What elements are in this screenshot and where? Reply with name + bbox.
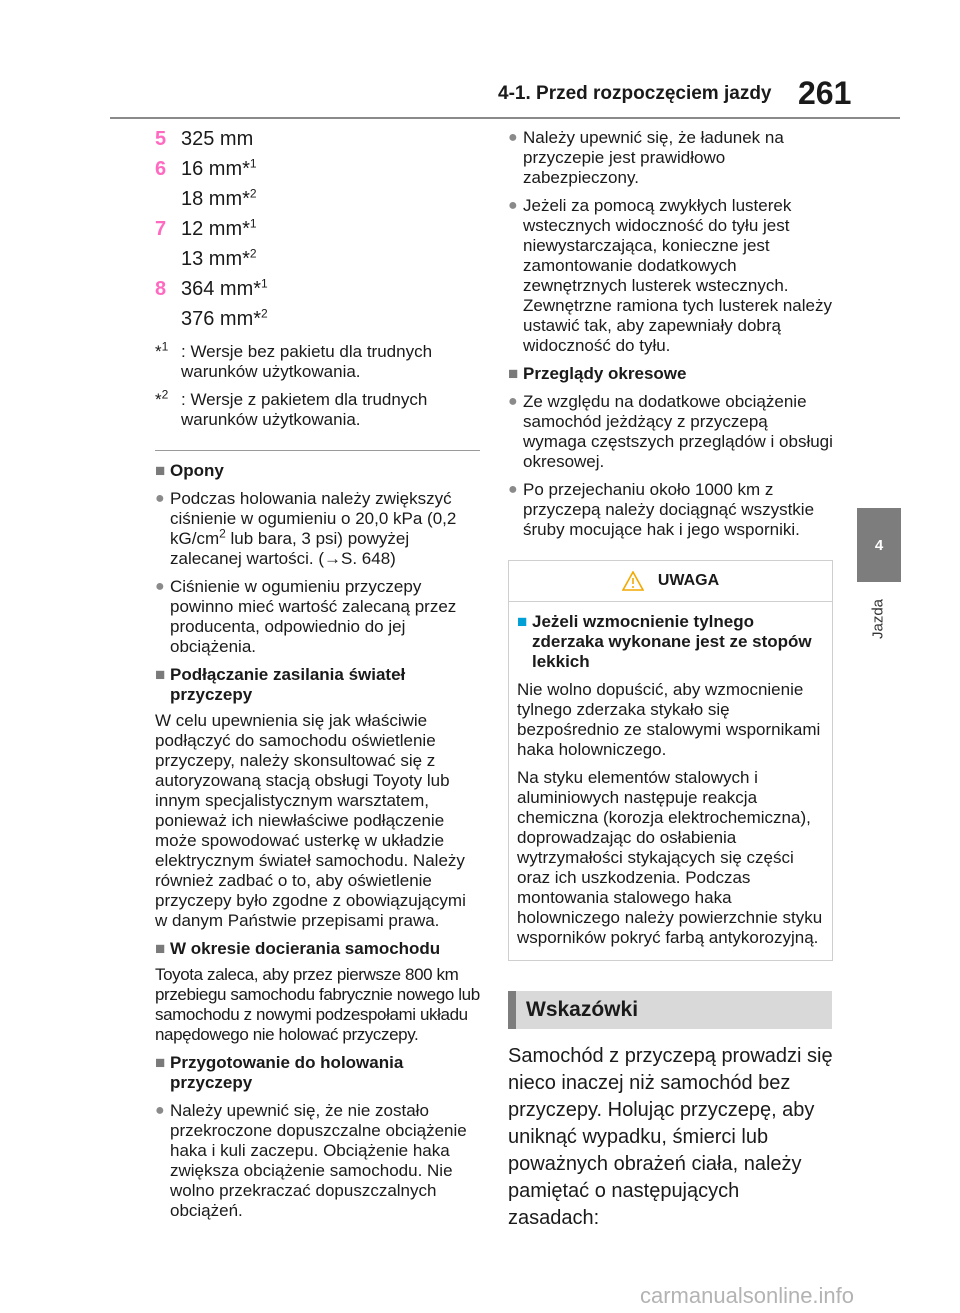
section-divider bbox=[155, 450, 480, 451]
measurement-value: 12 mm* bbox=[181, 218, 250, 240]
measurement-number: 8 bbox=[155, 278, 167, 300]
circle-bullet-icon: ● bbox=[508, 393, 518, 410]
circle-bullet-icon: ● bbox=[155, 490, 165, 507]
measurement-value: 16 mm* bbox=[181, 158, 250, 180]
hints-title: Wskazówki bbox=[526, 998, 639, 1021]
square-bullet-icon: ■ bbox=[508, 364, 519, 383]
bullet-item: ● Po przejechaniu około 1000 km z przyczepą należy dociągnąć wszystkie śruby mocujące hak i jego wsporniki. bbox=[508, 480, 815, 539]
footnote-ref: 1 bbox=[249, 216, 257, 231]
heading-preparation: ■ Przygotowanie do holowania przyczepy bbox=[155, 1053, 404, 1092]
watermark: carmanualsonline.info bbox=[640, 1283, 855, 1308]
footnote-1: *$^1$ : Wersje bez pakietu dla trudnych warunków użytkowania. bbox=[155, 339, 433, 381]
chapter-tab-label: Jazda bbox=[869, 598, 887, 640]
bullet-item: ● Należy upewnić się, że nie zostało przekroczone dopuszczalne obciążenie haka i kuli zaczepu. Obciążenie haka zwiększa obciążenie samochodu. Nie wolno przekraczać dopuszczalnych obciążeń. bbox=[155, 1101, 467, 1220]
arrow-right-icon: → bbox=[324, 549, 342, 568]
measurement-7-alt: 13 mm*$^2$ bbox=[181, 246, 257, 270]
measurement-number: 6 bbox=[155, 158, 167, 180]
heading-lights: ■ Podłączanie zasilania świateł przyczepy bbox=[155, 665, 406, 704]
warning-heading: ■ Jeżeli wzmocnienie tylnego zderzaka wykonane jest ze stopów lekkich bbox=[517, 612, 812, 671]
bullet-item: ● Podczas holowania należy zwiększyć ciśnienie w ogumieniu o 20,0 kPa (0,2 $kG/cm^2$ lub bara, 3 psi) powyżej zalecanej wartości. (→S. 648) bbox=[155, 489, 457, 568]
footnote-ref: 1 bbox=[261, 276, 268, 291]
left-column bbox=[155, 124, 480, 1221]
square-bullet-icon: ■ bbox=[155, 665, 166, 684]
footnote-ref: 1 bbox=[249, 156, 257, 171]
hints-bar bbox=[508, 991, 516, 1029]
bullet-item: ● Należy upewnić się, że ładunek na przyczepie jest prawidłowo zabezpieczony. bbox=[508, 128, 784, 187]
bullet-item: ● Ze względu na dodatkowe obciążenie samochód jeżdżący z przyczepą wymaga częstszych przeglądów i obsługi okresowej. bbox=[508, 392, 833, 471]
measurement-6-alt: 18 mm*$^2$ bbox=[181, 186, 257, 210]
warning-triangle-icon bbox=[622, 571, 644, 591]
footnote-2: *$^2$ : Wersje z pakietem dla trudnych warunków użytkowania. bbox=[155, 387, 428, 429]
warning-header bbox=[509, 561, 832, 602]
right-column bbox=[508, 124, 833, 1232]
square-bullet-icon: ■ bbox=[155, 1053, 166, 1072]
square-bullet-icon: ■ bbox=[155, 939, 166, 958]
warning-title: UWAGA bbox=[657, 572, 720, 589]
heading-break-in: ■ W okresie docierania samochodu bbox=[155, 939, 441, 958]
page-number: 261 bbox=[798, 75, 852, 111]
paragraph: Toyota zaleca, aby przez pierwsze 800 km przebiegu samochodu fabrycznie nowego lub samochodu z nowymi podzespołami układu napędowego nie holować przyczepy. bbox=[155, 965, 480, 1044]
chapter-tab-number: 4 bbox=[857, 508, 901, 582]
measurement-value: 325 mm bbox=[181, 128, 254, 150]
bullet-item: ● Jeżeli za pomocą zwykłych lusterek wstecznych widoczność do tyłu jest niewystarczająca, konieczne jest zamontowanie dodatkowych zewnętrznych lusterek wstecznych. Zewnętrzne ramiona tych lusterek należy ustawić tak, aby zapewniały dobrą widoczność do tyłu. bbox=[508, 196, 832, 355]
circle-bullet-icon: ● bbox=[155, 1102, 165, 1119]
square-bullet-icon: ■ bbox=[517, 612, 528, 631]
paragraph: W celu upewnienia się jak właściwie podłączyć do samochodu oświetlenie przyczepy, należy skonsultować się z autoryzowaną stacją obsługi Toyoty lub innym specjalistycznym warsztatem, ponieważ ich niewłaściwe podłączenie może spowodować usterkę w układzie elektrycznym świateł samochodu. Należy również zadbać o to, aby oświetlenie przyczepy było zgodne z obowiązującymi w danym Państwie przepisami prawa. bbox=[155, 711, 466, 930]
circle-bullet-icon: ● bbox=[508, 129, 518, 146]
measurement-5 bbox=[155, 124, 480, 154]
measurement-7 bbox=[155, 214, 480, 244]
measurement-number: 5 bbox=[155, 128, 167, 150]
hints-banner bbox=[508, 991, 832, 1029]
measurement-number: 7 bbox=[155, 218, 167, 240]
circle-bullet-icon: ● bbox=[508, 197, 518, 214]
warning-paragraph: Na styku elementów stalowych i aluminiowych następuje reakcja chemiczna (korozja elektrochemiczna), doprowadzając do osłabienia wytrzymałości stykających się części oraz ich uszkodzenia. Podczas montowania stalowego haka holowniczego należy powierzchnie styku wsporników pokryć farbą antykorozyjną. bbox=[517, 768, 823, 947]
circle-bullet-icon: ● bbox=[155, 578, 165, 595]
heading-tires: ■ Opony bbox=[155, 461, 224, 480]
warning-paragraph: Nie wolno dopuścić, aby wzmocnienie tylnego zderzaka stykało się bezpośrednio ze stalowymi wspornikami haka holowniczego. bbox=[517, 680, 821, 759]
circle-bullet-icon: ● bbox=[508, 481, 518, 498]
hints-text: Samochód z przyczepą prowadzi się nieco inaczej niż samochód bez przyczepy. Holując przyczepę, aby uniknąć wypadku, śmierci lub poważnych obrażeń ciała, należy pamiętać o następujących zasadach: bbox=[508, 1045, 833, 1229]
bullet-item: ● Ciśnienie w ogumieniu przyczepy powinno mieć wartość zalecaną przez producenta, odpowiednio do jej obciążenia. bbox=[155, 577, 457, 656]
measurement-8 bbox=[155, 274, 480, 304]
warning-box bbox=[508, 560, 833, 961]
heading-inspections: ■ Przeglądy okresowe bbox=[508, 364, 687, 383]
section-title: 4-1. Przed rozpoczęciem jazdy bbox=[498, 83, 772, 104]
measurement-8-alt: 376 mm*$^2$ bbox=[181, 306, 268, 330]
square-bullet-icon: ■ bbox=[155, 461, 166, 480]
measurement-value: 364 mm* bbox=[181, 278, 262, 300]
header-rule bbox=[110, 117, 900, 119]
measurement-6 bbox=[155, 154, 480, 184]
